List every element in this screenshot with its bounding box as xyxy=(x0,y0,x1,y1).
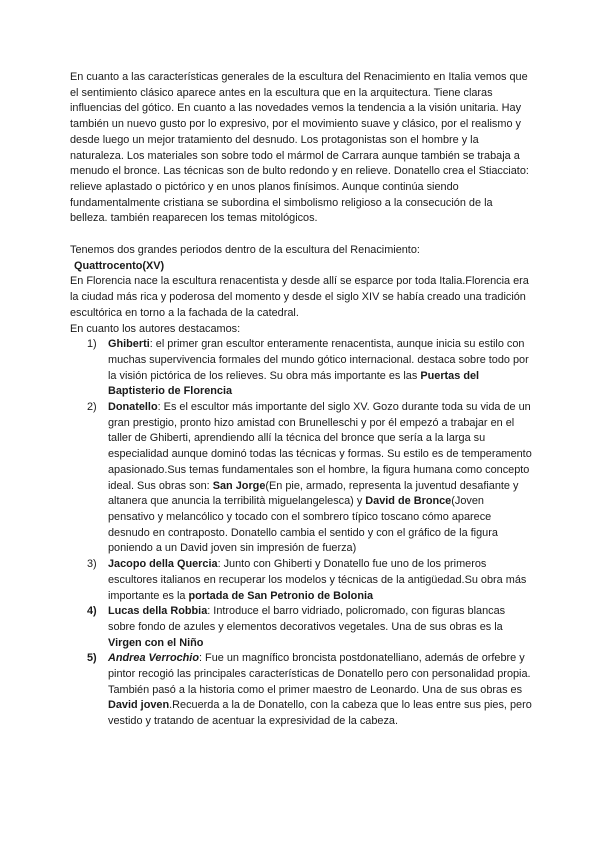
work-title: David joven xyxy=(108,699,170,712)
authors-intro: En cuanto los autores destacamos: xyxy=(70,322,241,335)
list-number: 2) xyxy=(87,401,97,414)
list-number: 1) xyxy=(87,338,97,351)
author-text: : Introduce el barro vidriado, policromado, con figuras blancas sobre fondo de azules y elementos decorativos vegetales. Una de sus obras es la xyxy=(108,605,506,633)
author-text: (Joven pensativo y melancólico y tocado con el sombrero típico toscano cómo aparece desnudo en contraposto. Donatello cambia el sentido y con el gráfico de la figura poniendo a un David joven sin impresión de fuerza) xyxy=(108,495,498,555)
work-title: portada de San Petronio de Bolonia xyxy=(188,589,374,602)
list-number: 5) xyxy=(87,652,97,665)
author-item-robbia xyxy=(70,604,532,651)
work-title: David de Bronce xyxy=(365,495,452,508)
author-item-verrochio xyxy=(70,651,532,730)
author-name: Andrea Verrochio xyxy=(108,652,199,665)
author-item-ghiberti xyxy=(70,337,532,400)
list-number: 4) xyxy=(87,605,97,618)
author-text: : el primer gran escultor enteramente renacentista, aunque inicia su estilo con muchas supervivencia formales del mundo gótico internacional. destaca sobre todo por la visión pictórica de los relieves. Su obra más importante es las xyxy=(108,338,529,382)
periods-intro: Tenemos dos grandes periodos dentro de la escultura del Renacimiento: xyxy=(70,244,420,257)
period-heading: Quattrocento(XV) xyxy=(74,259,165,272)
author-name: Ghiberti xyxy=(108,338,150,351)
author-text: : Es el escultor más importante del siglo XV. Gozo durante toda su vida de un gran prestigio, pronto hizo amistad con Brunelleschi y por él empezó a trabajar en el taller de Ghiberti, aprendiendo allí la técnica del bronce que sería a la larga su especialidad aunque dominó todas las técnicas y formas. Su estilo es de temperamento apasionado.Sus temas fundamentales son el hombre, la figura humana como concepto ideal. Sus obras son: xyxy=(108,401,532,492)
document-body xyxy=(70,70,532,730)
work-title: Virgen con el Niño xyxy=(108,636,204,649)
author-text: : Junto con Ghiberti y Donatello fue uno de los primeros escultores italianos en recuperar los modelos y técnicas de la antigüedad.Su obra más importante es la xyxy=(108,558,527,602)
author-name: Lucas della Robbia xyxy=(108,605,208,618)
author-name: Jacopo della Quercia xyxy=(108,558,218,571)
work-title: Puertas del Baptisterio de Florencia xyxy=(108,369,480,398)
paragraph-gap xyxy=(70,227,532,243)
author-text: : Fue un magnífico broncista postdonatelliano, además de orfebre y pintor recogió las principales características de Donatello pero con personalidad propia. También pasó a la historia como el primer maestro de Leonardo. Una de sus obras es xyxy=(108,652,531,696)
work-title: San Jorge xyxy=(212,479,266,492)
author-item-quercia xyxy=(70,557,532,604)
author-item-donatello xyxy=(70,400,532,557)
author-name: Donatello xyxy=(108,401,158,414)
authors-list xyxy=(70,337,532,730)
author-text: (En pie, armado, representa la juventud desafiante y altanera que anuncia la terribilità miguelangelesca) y xyxy=(108,479,519,508)
florence-paragraph: En Florencia nace la escultura renacentista y desde allí se esparce por toda Italia.Florencia era la ciudad más rica y poderosa del momento y desde el siglo XIV se había creado una tradición escultórica en torno a la fachada de la catedral. xyxy=(70,275,529,319)
intro-paragraph: En cuanto a las características generales de la escultura del Renacimiento en Italia vemos que el sentimiento clásico aparece antes en la escultura que en la arquitectura. Tiene claras influencias del gótico. En cuanto a las novedades vemos la tendencia a la visión unitaria. Hay también un nuevo gusto por lo expresivo, por el movimiento suave y clásico, por el realismo y desde luego un mejor tratamiento del desnudo. Los protagonistas son el hombre y la naturaleza. Los materiales son sobre todo el mármol de Carrara aunque también se trabaja a menudo el bronce. Las técnicas son de bulto redondo y en relieve. Donatello crea el Stiacciato: relieve aplastado o pictórico y en unos planos finísimos. Aunque continúa siendo fundamentalmente cristiana se subordina el simbolismo religioso a la consecución de la belleza. también reaparecen los temas mitológicos. xyxy=(70,71,529,225)
list-number: 3) xyxy=(87,558,97,571)
author-text: .Recuerda a la de Donatello, con la cabeza que lo leas entre sus pies, pero vestido y tratando de acentuar la expresividad de la cabeza. xyxy=(108,699,532,728)
